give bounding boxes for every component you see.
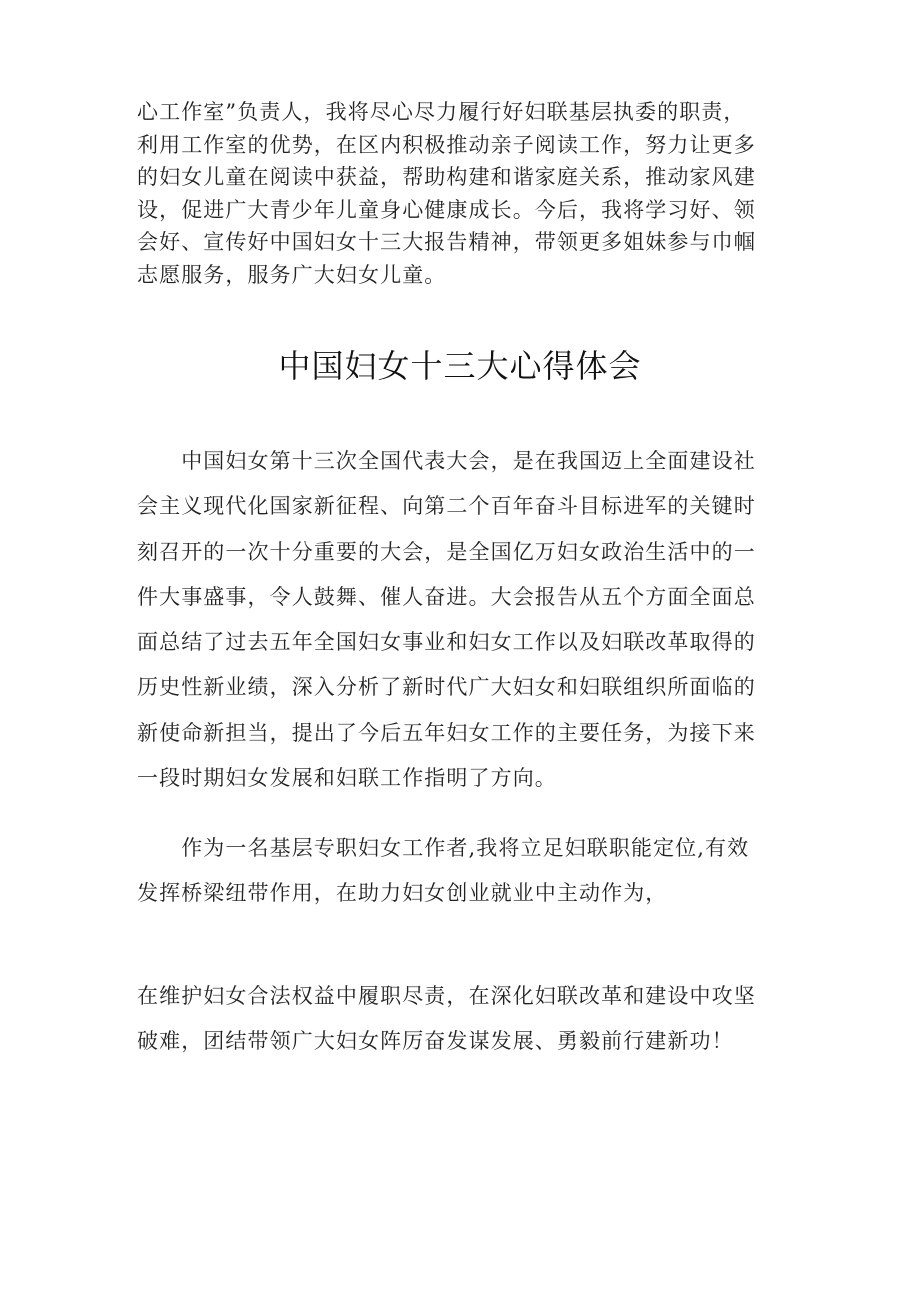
text-line: 会好、宣传好中国妇女十三大报告精神，带领更多姐妹参与巾帼: [137, 230, 756, 254]
text-line: 件大事盛事，令人鼓舞、催人奋进。大会报告从五个方面全面总: [137, 584, 756, 609]
text-line: 一段时期妇女发展和妇联工作指明了方向。: [137, 766, 557, 791]
text-line: 面总结了过去五年全国妇女事业和妇女工作以及妇联改革取得的: [137, 630, 756, 655]
intro-paragraph: [137, 96, 756, 291]
body-paragraph-2: [137, 826, 749, 916]
text-line: 破难，团结带领广大妇女阵厉奋发谋发展、勇毅前行建新功！: [137, 1029, 734, 1053]
text-line: 设，促进广大青少年儿童身心健康成长。今后，我将学习好、领: [137, 197, 756, 222]
body-paragraph-3: [137, 974, 756, 1064]
body-paragraph-1: [137, 439, 756, 801]
text-line: 历史性新业绩，深入分析了新时代广大妇女和妇联组织所面临的: [137, 675, 756, 700]
text-line: 新使命新担当，提出了今后五年妇女工作的主要任务，为接下来: [137, 720, 756, 745]
text-line: 会主义现代化国家新征程、向第二个百年奋斗目标进军的关键时: [137, 494, 756, 519]
text-line: 在维护妇女合法权益中履职尽责，在深化妇联改革和建设中攻坚: [137, 984, 756, 1008]
text-line: 作为一名基层专职妇女工作者,我将立足妇联职能定位,有效: [137, 836, 750, 860]
text-line: 利用工作室的优势，在区内积极推动亲子阅读工作，努力让更多: [137, 132, 756, 157]
text-line: 刻召开的一次十分重要的大会，是全国亿万妇女政治生活中的一: [137, 539, 756, 564]
text-line: 的妇女儿童在阅读中获益，帮助构建和谐家庭关系，推动家风建: [137, 165, 756, 189]
text-line: 心工作室”负责人，我将尽心尽力履行好妇联基层执委的职责，: [137, 100, 746, 124]
text-line: 中国妇女第十三次全国代表大会，是在我国迈上全面建设社: [137, 449, 756, 473]
document-title: 中国妇女十三大心得体会: [278, 347, 642, 385]
text-line: 志愿服务，服务广大妇女儿童。: [137, 262, 447, 287]
text-line: 发挥桥梁纽带作用，在助力妇女创业就业中主动作为，: [137, 881, 668, 905]
